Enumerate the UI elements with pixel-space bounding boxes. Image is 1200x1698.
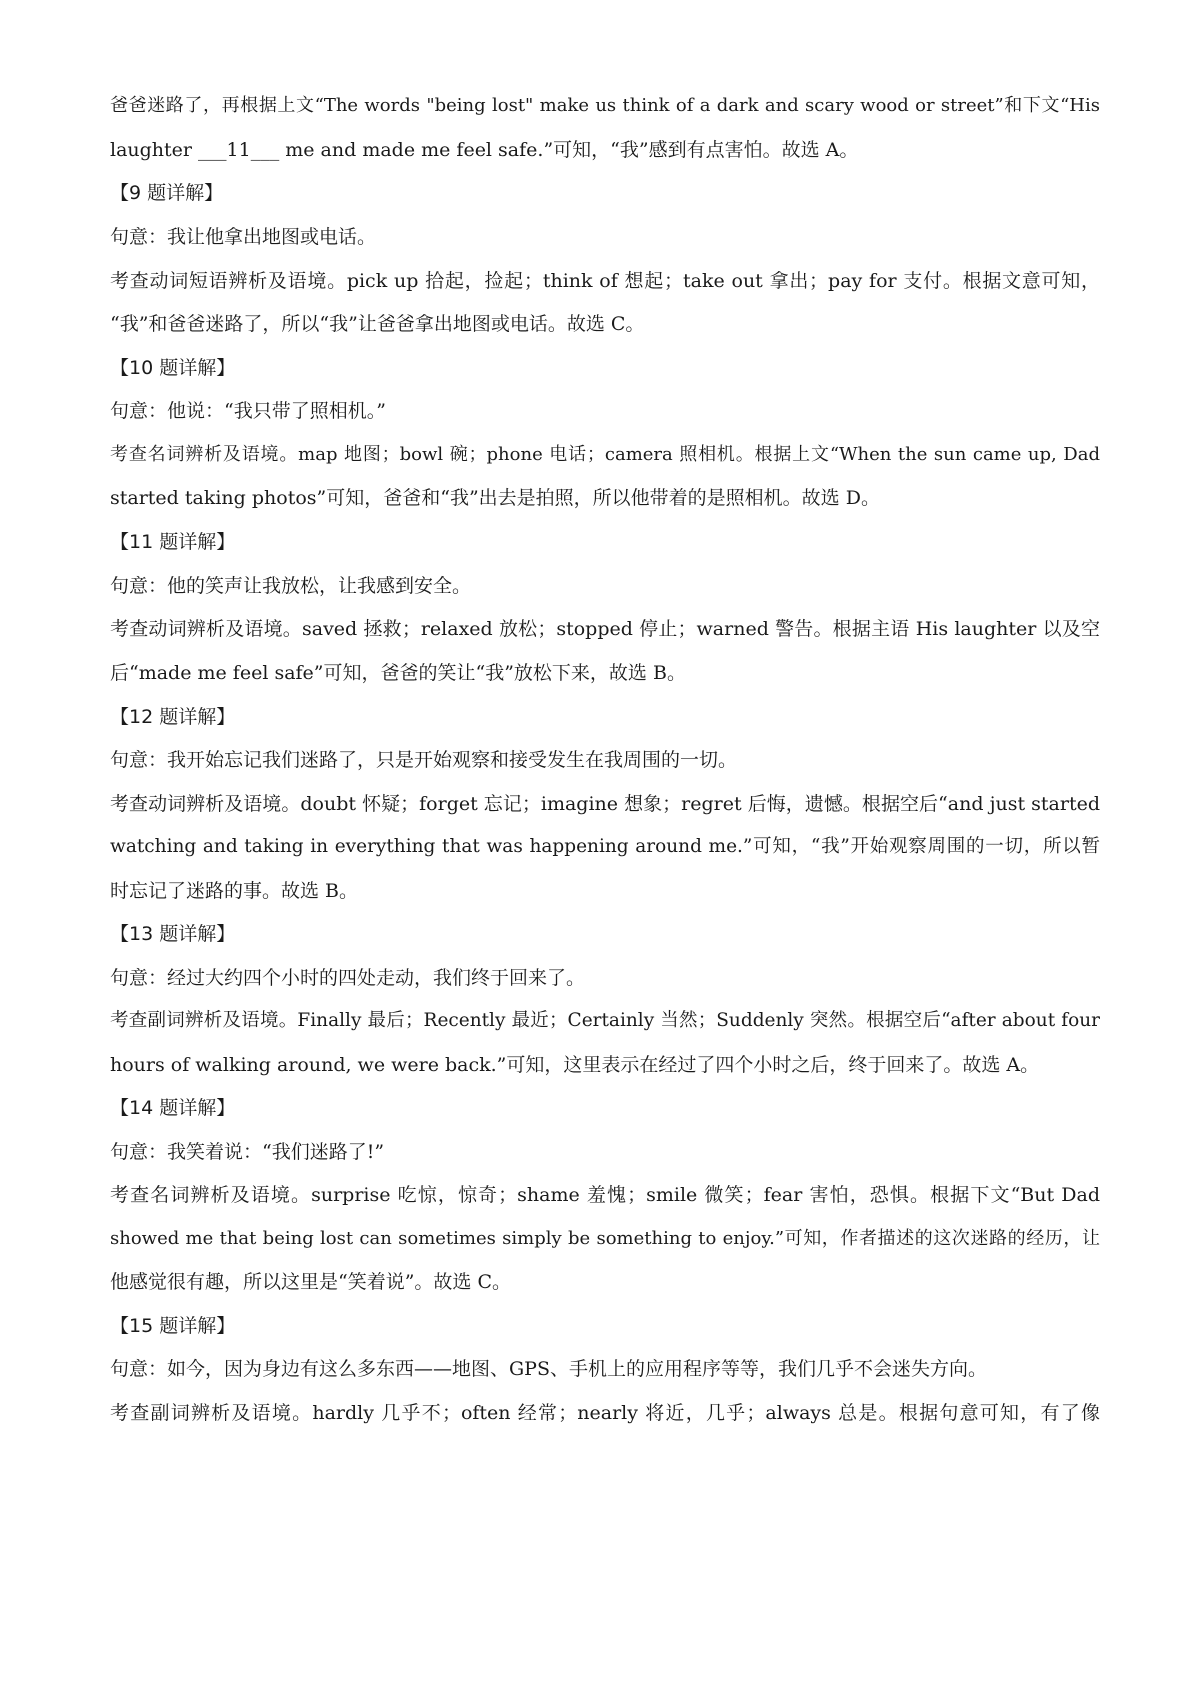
text-line: showed me that being lost can sometimes simply be something to enjoy.”可知，作者描述的这次迷路的经历，让 xyxy=(110,1228,1100,1249)
section-heading: 【11 题详解】 xyxy=(110,531,236,553)
text-line: watching and taking in everything that was happening around me.”可知，“我”开始观察周围的一切，所以暂 xyxy=(110,836,1100,857)
text-line: 考查动词辨析及语境。saved 拯救；relaxed 放松；stopped 停止；warned 警告。根据主语 His laughter 以及空 xyxy=(110,618,1100,640)
text-line: 考查副词辨析及语境。hardly 几乎不；often 经常；nearly 将近，几乎；always 总是。根据句意可知，有了像 xyxy=(110,1402,1100,1424)
text-line: hours of walking around, we were back.”可知，这里表示在经过了四个小时之后，终于回来了。故选 A。 xyxy=(110,1054,1040,1076)
text-line: 考查名词辨析及语境。map 地图；bowl 碗；phone 电话；camera 照相机。根据上文“When the sun came up, Dad xyxy=(110,444,1100,465)
text-line: 句意：我让他拿出地图或电话。 xyxy=(110,226,377,248)
text-line: 句意：如今，因为身边有这么多东西——地图、GPS、手机上的应用程序等等，我们几乎不会迷失方向。 xyxy=(110,1358,987,1380)
section-heading: 【13 题详解】 xyxy=(110,923,236,945)
text-line: 考查副词辨析及语境。Finally 最后；Recently 最近；Certainly 当然；Suddenly 突然。根据空后“after about four xyxy=(110,1010,1100,1031)
text-line: 句意：他的笑声让我放松，让我感到安全。 xyxy=(110,575,472,597)
text-line: 句意：他说：“我只带了照相机。” xyxy=(110,400,386,422)
text-line: “我”和爸爸迷路了，所以“我”让爸爸拿出地图或电话。故选 C。 xyxy=(110,313,645,335)
section-heading: 【14 题详解】 xyxy=(110,1097,236,1119)
text-line: 句意：我笑着说：“我们迷路了!” xyxy=(110,1141,385,1163)
text-line: 后“made me feel safe”可知，爸爸的笑让“我”放松下来，故选 B。 xyxy=(110,662,686,684)
section-heading: 【9 题详解】 xyxy=(110,182,224,204)
text-line: 句意：我开始忘记我们迷路了，只是开始观察和接受发生在我周围的一切。 xyxy=(110,749,738,771)
text-line: 爸爸迷路了，再根据上文“The words "being lost" make us think of a dark and scary wood or street”和下文“His xyxy=(110,95,1100,116)
text-line: 他感觉很有趣，所以这里是“笑着说”。故选 C。 xyxy=(110,1271,512,1293)
text-line: laughter ___11___ me and made me feel safe.”可知，“我”感到有点害怕。故选 A。 xyxy=(110,139,859,161)
text-line: 考查名词辨析及语境。surprise 吃惊，惊奇；shame 羞愧；smile 微笑；fear 害怕，恐惧。根据下文“But Dad xyxy=(110,1184,1100,1206)
text-line: 考查动词辨析及语境。doubt 怀疑；forget 忘记；imagine 想象；regret 后悔，遗憾。根据空后“and just started xyxy=(110,793,1100,815)
section-heading: 【12 题详解】 xyxy=(110,706,236,728)
text-line: 时忘记了迷路的事。故选 B。 xyxy=(110,880,359,902)
text-line: started taking photos”可知，爸爸和“我”出去是拍照，所以他带着的是照相机。故选 D。 xyxy=(110,487,880,509)
text-line: 句意：经过大约四个小时的四处走动，我们终于回来了。 xyxy=(110,967,586,989)
section-heading: 【15 题详解】 xyxy=(110,1315,236,1337)
text-line: 考查动词短语辨析及语境。pick up 拾起，捡起；think of 想起；take out 拿出；pay for 支付。根据文意可知， xyxy=(110,270,1100,292)
section-heading: 【10 题详解】 xyxy=(110,357,236,379)
